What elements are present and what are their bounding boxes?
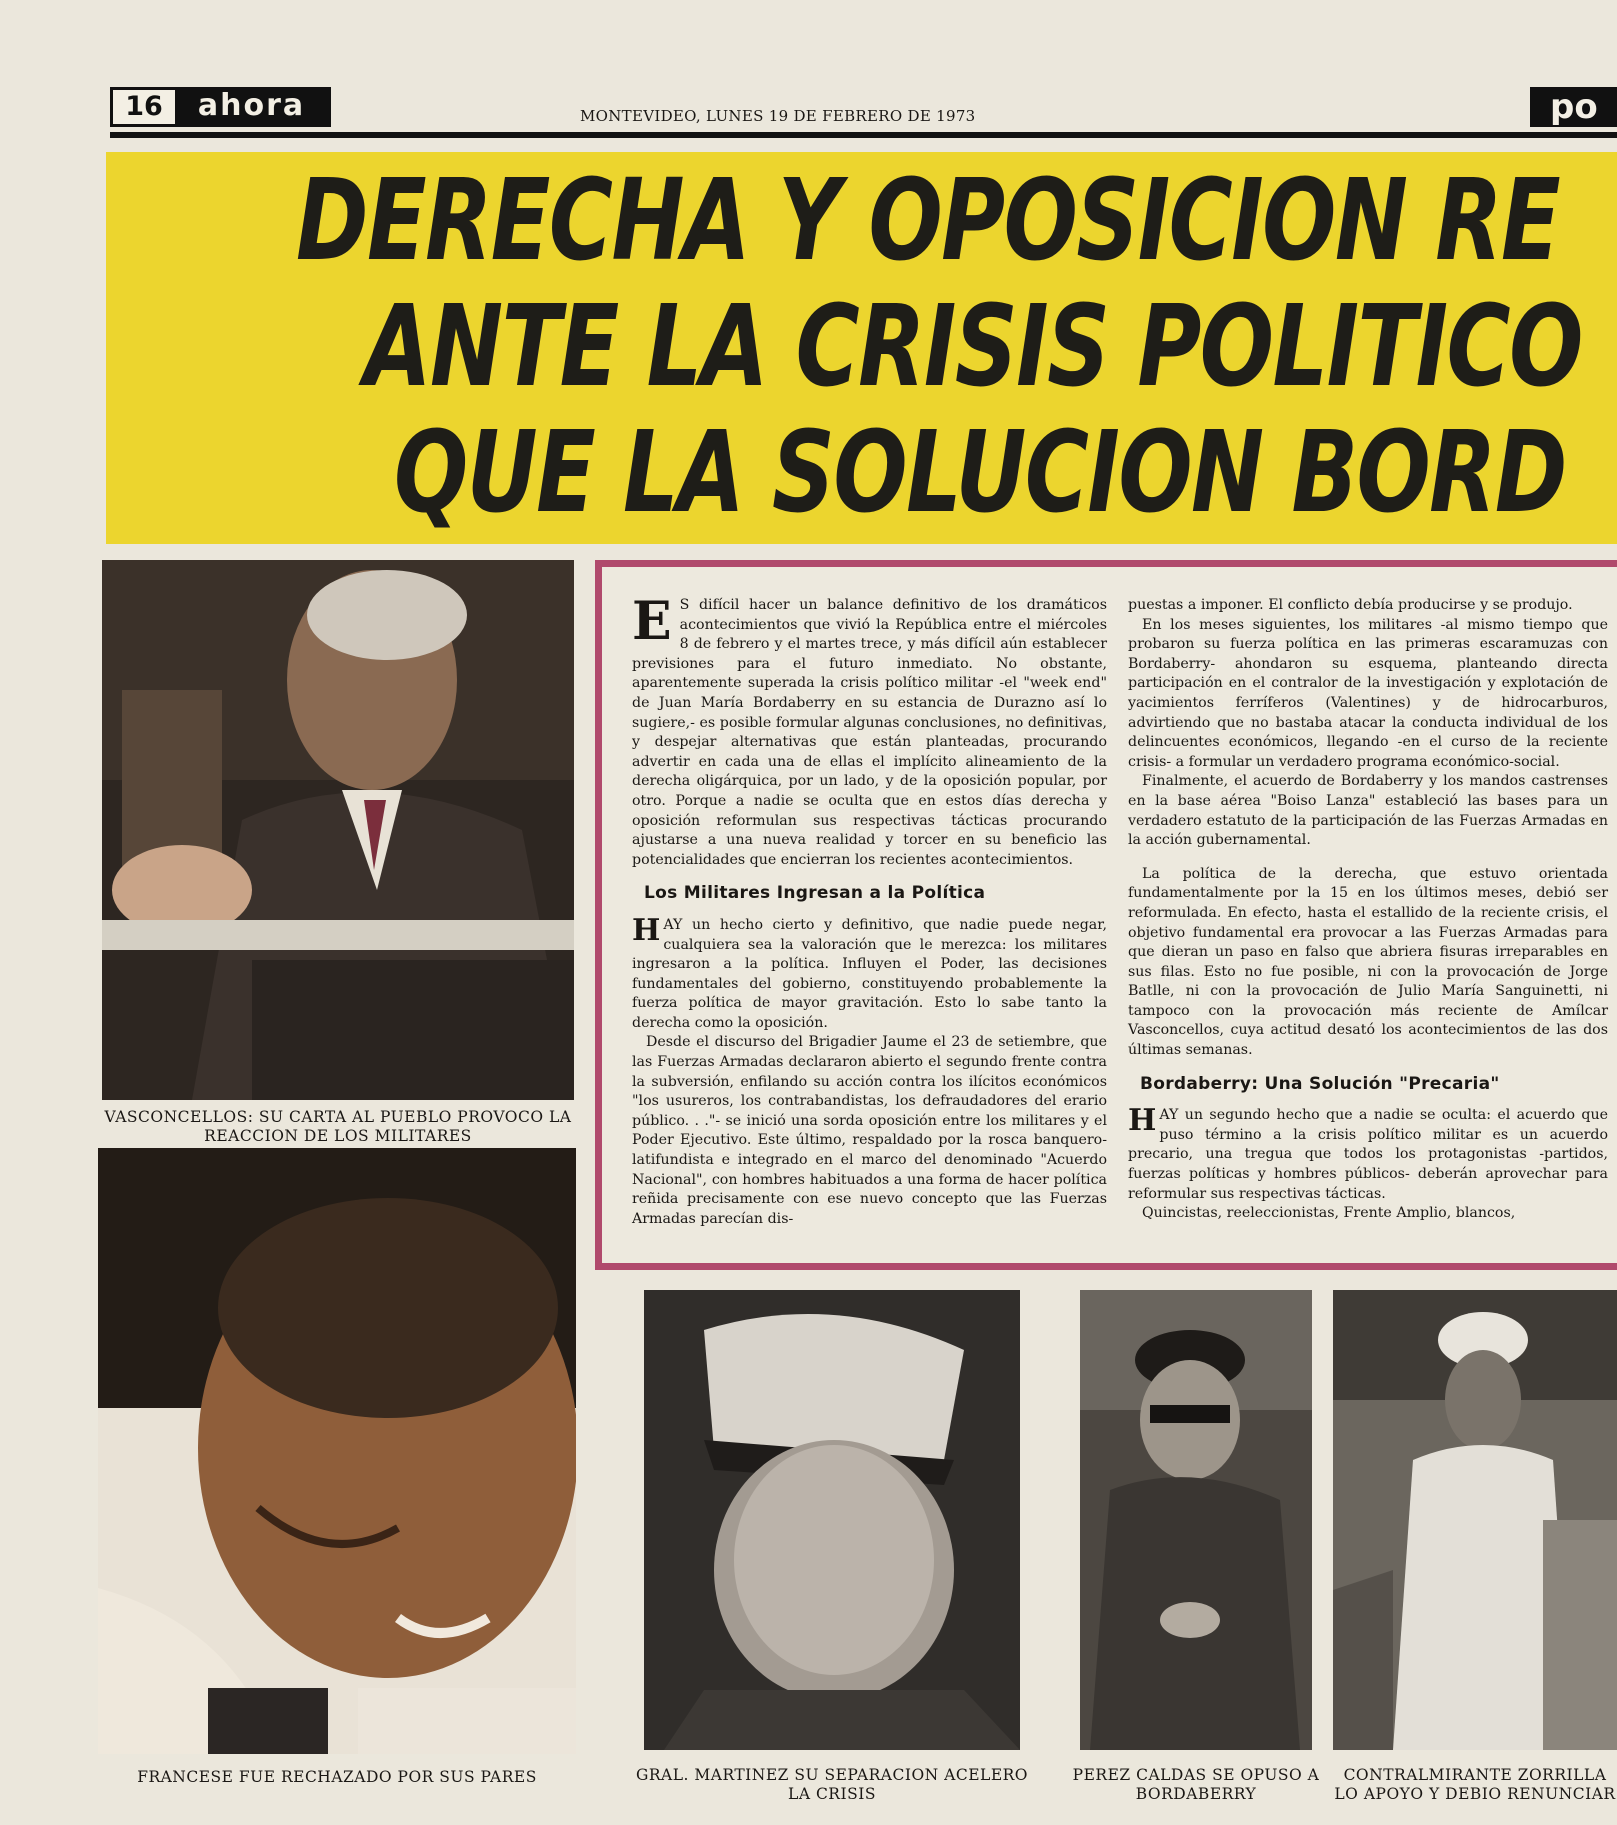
francese-photo	[98, 1148, 576, 1754]
section2-paragraph-2: Quincistas, reeleccionistas, Frente Amplio, blancos,	[1142, 1205, 1516, 1222]
perez-caldas-photo	[1080, 1290, 1312, 1750]
vasconcellos-photo	[102, 560, 574, 1100]
zorrilla-photo	[1333, 1290, 1617, 1750]
masthead-badge	[110, 87, 331, 127]
page-number: 16	[113, 90, 175, 124]
section1-paragraph-2: Desde el discurso del Brigadier Jaume el 23 de setiembre, que las Fuerzas Armadas declararon abierto el segundo frente contra la subversión, enfilando su acción contra los ilícitos económicos "los usureros, los contrabandistas, los defraudadores del erario público. . ."- se inició una sorda oposición entre los militares y el Poder Ejecutivo. Este último, respaldado por la rosca banquero-latifundista e integrado en el marco del denominado "Acuerdo Nacional", con hombres habituados a una forma de hacer política reñida precisamente con ese nuevo concepto que las Fuerzas Armadas parecían dis-	[632, 1034, 1107, 1227]
article-column-2	[1128, 596, 1608, 1224]
column2-paragraph-2: En los meses siguientes, los militares -al mismo tiempo que probaron su fuerza política en las primeras escaramuzas con Bordaberry- ahondaron su esquema, planteando directa participación en el contralor de la investigación y explotación de yacimientos ferríferos (Valentines) y de hidrocarburos, advirtiendo que no bastaba atacar la conducta individual de los delincuentes económicos, llegando -en el curso de la reciente crisis- a formular un verdadero programa económico-social.	[1128, 616, 1608, 770]
francese-caption: FRANCESE FUE RECHAZADO POR SUS PARES	[137, 1768, 537, 1786]
headline-line-2: ANTE LA CRISIS POLITICO	[364, 282, 1582, 412]
perez-caldas-caption: PEREZ CALDAS SE OPUSO A BORDABERRY	[1072, 1766, 1320, 1803]
section1-dropcap: H	[632, 912, 661, 948]
section1-paragraph-1: AY un hecho cierto y definitivo, que nadie puede negar, cualquiera sea la valoración que le merezca: los militares ingresaron a la política. Influyen el Poder, las decisiones fundamentales del gobierno, constituyendo probablemente la fuerza política de mayor gravitación. Esto lo sabe tanto la derecha como la oposición.	[632, 916, 1107, 1031]
subhead-militares: Los Militares Ingresan a la Política	[644, 883, 986, 904]
dateline: MONTEVIDEO, LUNES 19 DE FEBRERO DE 1973	[580, 107, 976, 125]
column2-paragraph-1: puestas a imponer. El conflicto debía producirse y se produjo.	[1128, 597, 1573, 613]
headline-line-1: DERECHA Y OPOSICION RE	[296, 156, 1560, 286]
martinez-caption: GRAL. MARTINEZ SU SEPARACION ACELERO LA CRISIS	[635, 1766, 1029, 1803]
section2-paragraph-1: AY un segundo hecho que a nadie se oculta: el acuerdo que puso término a la crisis político militar es un acuerdo precario, una tregua que todos los protagonistas -partidos, fuerzas políticas y hombres públicos- deberán aprovechar para reformular sus respectivas tácticas.	[1128, 1107, 1608, 1202]
zorrilla-caption: CONTRALMIRANTE ZORRILLA LO APOYO Y DEBIO RENUNCIAR	[1334, 1766, 1616, 1803]
column2-paragraph-3: Finalmente, el acuerdo de Bordaberry y los mandos castrenses en la base aérea "Boiso Lanza" estableció las bases para un verdadero estatuto de la participación de las Fuerzas Armadas en la acción gubernamental.	[1128, 773, 1608, 849]
intro-dropcap: E	[632, 591, 672, 652]
article-intro: S difícil hacer un balance definitivo de los dramáticos acontecimientos que vivió la República entre el miércoles 8 de febrero y el martes trece, y más difícil aún establecer previsiones para el futuro inmediato. No obstante, aparentemente superada la crisis político militar -el "week end" de Juan María Bordaberry en su estancia de Durazno así lo sugiere,- es posible formular algunas conclusiones, no definitivas, y despejar alternativas que están planteadas, procurando advertir en cada una de ellas el implícito alineamiento de la derecha oligárquica, por un lado, y de la oposición popular, por otro. Porque a nadie se oculta que en estos días derecha y oposición reformulan sus respectivas tácticas procurando ajustarse a una nueva realidad y torcer en su beneficio las potencialidades que encierran los recientes acontecimientos.	[632, 597, 1107, 868]
header-rule	[110, 132, 1617, 138]
vasconcellos-caption: VASCONCELLOS: SU CARTA AL PUEBLO PROVOCO LA REACCION DE LOS MILITARES	[104, 1108, 572, 1145]
column2-paragraph-4: La política de la derecha, que estuvo orientada fundamentalmente por la 15 en los últimos meses, debió ser reformulada. En efecto, hasta el estallido de la reciente crisis, el objetivo fundamental era provocar a las Fuerzas Armadas para que dieran un paso en falso que abriera fisuras irreparables en sus filas. Esto no fue posible, ni con la provocación de Jorge Batlle, ni con la provocación de Julio María Sanguinetti, ni tampoco con la provocación más reciente de Amílcar Vasconcellos, cuya actitud desató los acontecimientos de las dos últimas semanas.	[1128, 865, 1608, 1059]
martinez-photo	[644, 1290, 1020, 1750]
brand-logo: ahora	[197, 88, 306, 123]
section-label: po	[1530, 87, 1617, 127]
section2-dropcap: H	[1128, 1103, 1157, 1139]
subhead-bordaberry: Bordaberry: Una Solución "Precaria"	[1140, 1073, 1500, 1094]
headline-band	[106, 152, 1617, 544]
article-column-1	[632, 591, 1107, 1229]
headline-line-3: QUE LA SOLUCION BORD	[394, 408, 1566, 538]
